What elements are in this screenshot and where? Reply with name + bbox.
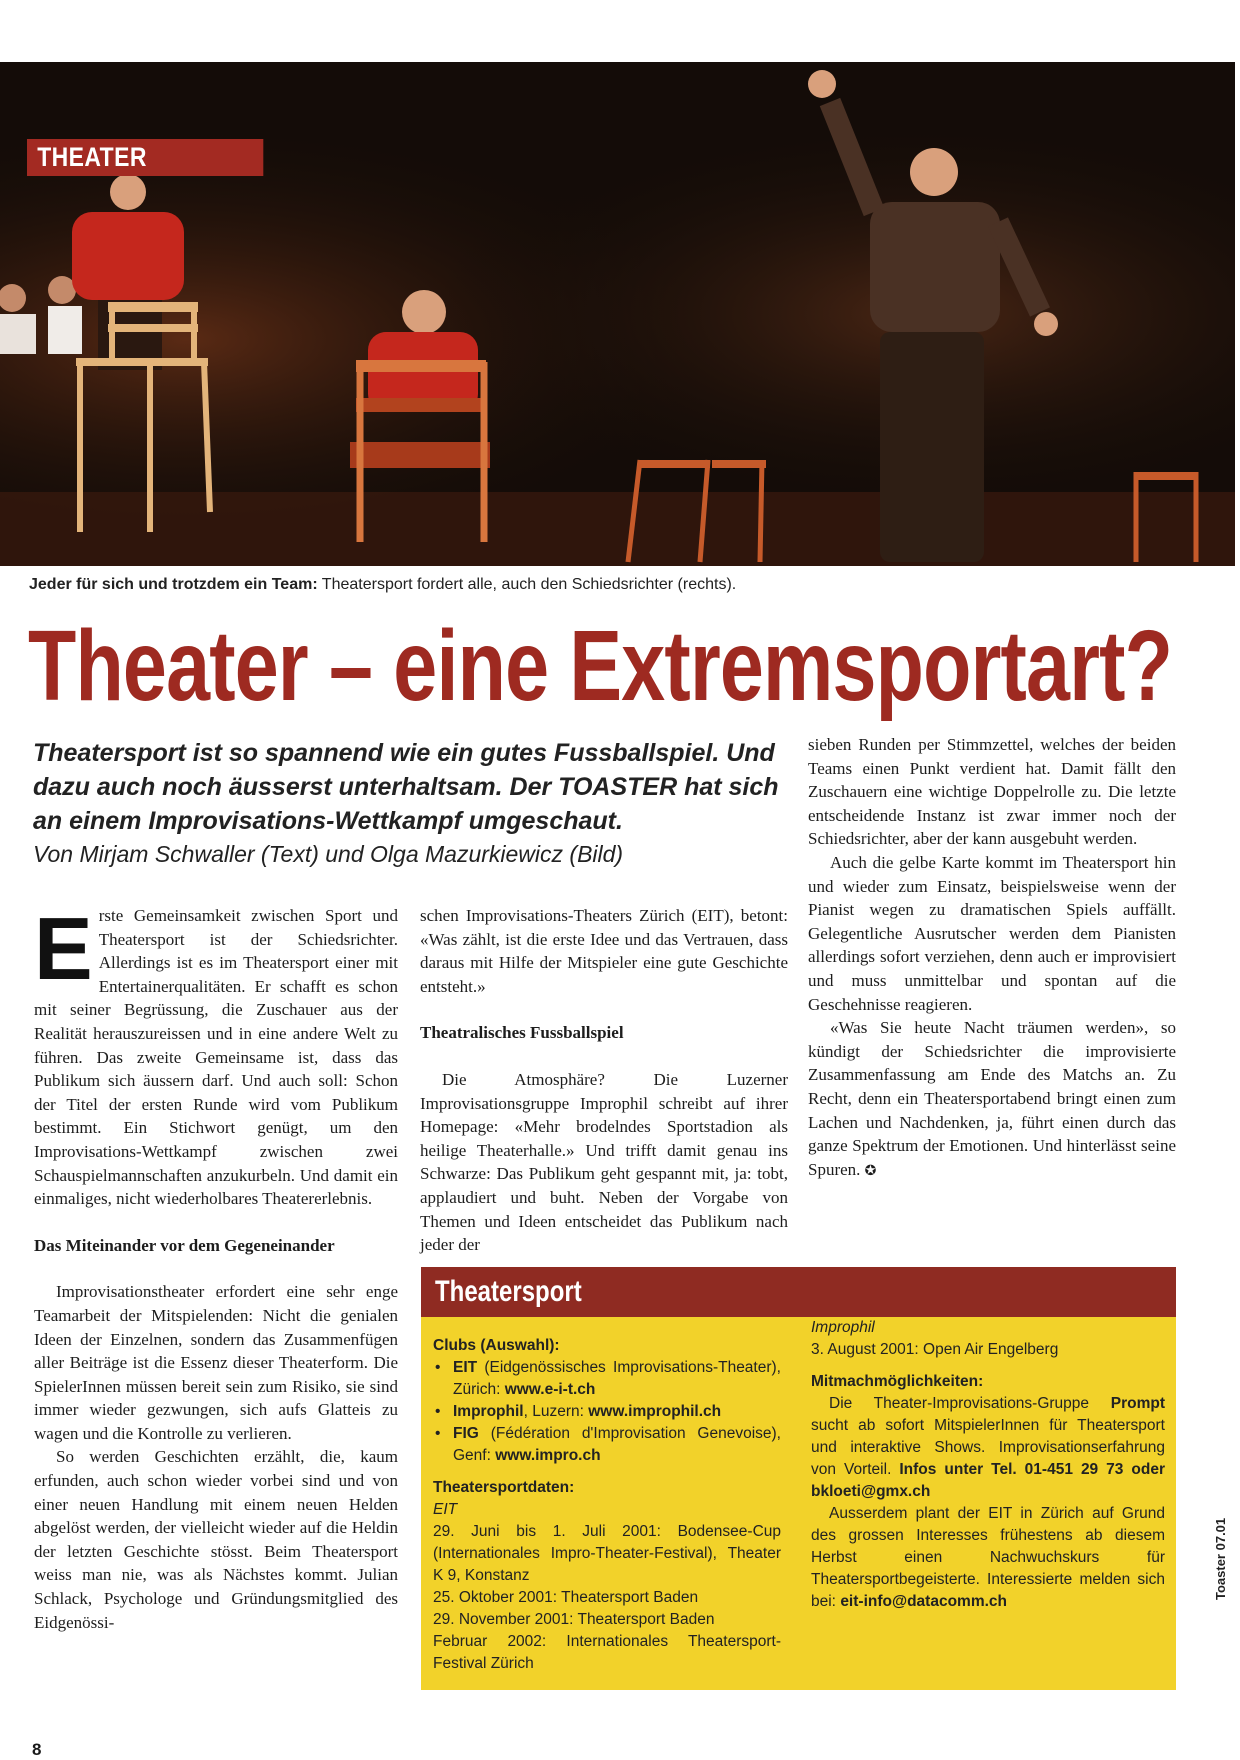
caption-text: Theatersport fordert alle, auch den Schiedsrichter (rechts). xyxy=(317,576,737,593)
section-tag: THEATER xyxy=(27,139,263,176)
paragraph: So werden Geschichten erzählt, die, kaum erfunden, auch schon wieder vorbei sind und von einer neuen Handlung mit einem neuen Helden abgelöst werden, der vielleicht wieder auf die Heldin der letzten Geschichte stösst. Beim Theatersport weiss man nie, was als Nächstes kommt. Julian Schlack, Psychologe und Gründungsmitglied des Eidgenössi- xyxy=(34,1447,398,1632)
text: Die Theater-Improvisations-Gruppe xyxy=(829,1395,1111,1412)
info-box xyxy=(421,1267,1176,1690)
improphil-label: Improphil xyxy=(811,1319,875,1336)
club-name: EIT xyxy=(453,1359,478,1376)
info-box-right-column xyxy=(811,1317,1165,1613)
club-link[interactable]: www.e-i-t.ch xyxy=(504,1381,596,1398)
date-entry: 29. Juni bis 1. Juli 2001: Bodensee-Cup (Internationales Impro-Theater-Festival), Theater K 9, Konstanz xyxy=(433,1523,781,1584)
paragraph: schen Improvisations-Theaters Zürich (EIT), betont: «Was zählt, ist die erste Idee und das Vertrauen, dass daraus mit Hilfe der Mitspieler eine gute Geschichte entsteht.» xyxy=(420,906,788,996)
paragraph: Auch die gelbe Karte kommt im Theatersport hin und wieder zum Einsatz, beispielsweise wenn der Pianist wegen zu dramatischen Spiels auffällt. Gelegentliche Ausrutscher werden dem Pianisten allerdings sofort verziehen, denn auch er improvisiert und muss unmittelbar und spontan auf die Geschehnisse reagieren. xyxy=(808,852,1176,1014)
info-box-title: Theatersport xyxy=(435,1275,582,1308)
club-desc: , Luzern: xyxy=(523,1403,589,1420)
date-entry: 29. November 2001: Theatersport Baden xyxy=(433,1611,715,1628)
list-item xyxy=(433,1401,781,1423)
dates-heading: Theatersportdaten: xyxy=(433,1479,575,1496)
club-name: FIG xyxy=(453,1425,479,1442)
headline: Theater – eine Extremsportart? xyxy=(28,610,1173,722)
text: sucht ab sofort MitspielerInnen für Theatersport und interaktive Shows. Improvisationserfahrung von Vorteil. xyxy=(811,1417,1165,1478)
subheading: Das Miteinander vor dem Gegeneinander xyxy=(34,1235,335,1255)
info-box-left-column xyxy=(433,1335,781,1675)
article-column-1 xyxy=(34,899,398,1634)
text: Ausserdem plant der EIT in Zürich auf Grund des grossen Interesses frühestens ab diesem Herbst einen Nachwuchskurs für Theatersportbegeisterte. Interessierte melden sich bei: xyxy=(811,1505,1165,1610)
end-mark-icon: ✪ xyxy=(864,1162,877,1179)
club-desc: (Fédération d'Improvisation Genevoise), Genf: xyxy=(453,1425,781,1464)
stage-photo xyxy=(0,62,1235,566)
clubs-heading: Clubs (Auswahl): xyxy=(433,1337,560,1354)
date-entry: 3. August 2001: Open Air Engelberg xyxy=(811,1341,1059,1358)
list-item xyxy=(433,1357,781,1401)
club-desc: (Eidgenössisches Improvisations-Theater), Zürich: xyxy=(453,1359,781,1398)
dropcap: E xyxy=(34,899,93,998)
page-number: 8 xyxy=(32,1740,42,1759)
paragraph: Die Atmosphäre? Die Luzerner Improvisationsgruppe Improphil schreibt auf ihrer Homepage: «Mehr brodelndes Sportstadion als heilige Theaterhalle.» Und trifft damit genau ins Schwarze: Das Publikum geht gespannt mit, ja: tobt, applaudiert und buht. Neben der Vorgabe von Themen und Ideen entscheidet das Publikum nach jeder der xyxy=(420,1069,788,1255)
group-name: Prompt xyxy=(1110,1395,1165,1412)
paragraph xyxy=(34,899,398,1211)
paragraph: sieben Runden per Stimmzettel, welches der beiden Teams einen Punkt verdient hat. Damit fällt den Zuschauern eine wichtige Doppelrolle zu. Die letzte entscheidende Instanz ist zwar immer noch der Schiedsrichter, aber der kann ausgebuht werden. xyxy=(808,735,1176,849)
mitmach-paragraph xyxy=(811,1393,1165,1503)
paragraph-text: rste Gemeinsamkeit zwischen Sport und Theatersport ist der Schiedsrichter. Allerdings ist es im Theatersport einer mit Entertainerqualitäten. Er schafft es schon mit seiner Begrüssung, die Zuschauer aus der Realität herauszureissen und in eine andere Welt zu führen. Das zweite Gemeinsame ist, dass das Publikum sich äussern darf. Und auch soll: Schon der Titel der ersten Runde wird vom Publikum bestimmt. Ein Stichwort genügt, um den Improvisations-Wettkampf zwischen zwei Schauspielmannschaften anzukurbeln. Und damit ein einmaliges, nicht wiederholbares Theatererlebnis. xyxy=(34,906,398,1209)
paragraph: Improvisationstheater erfordert eine sehr enge Teamarbeit der Mitspielenden: Nicht die genialen Ideen der Einzelnen, sondern das Zusammenfügen aller Beiträge ist die Essenz dieser Theaterform. Die SpielerInnen müssen bereit sein zum Risiko, sie sind immer wieder gezwungen, sich aufs Glatteis zu wagen und die Kontrolle zu verlieren. xyxy=(34,1282,398,1443)
subheading: Theatralisches Fussballspiel xyxy=(420,1023,624,1043)
article-column-3 xyxy=(808,733,1176,1183)
club-link[interactable]: www.impro.ch xyxy=(495,1447,601,1464)
email-link[interactable]: eit-info@datacomm.ch xyxy=(840,1593,1007,1610)
clubs-list xyxy=(433,1357,781,1467)
mitmach-heading: Mitmachmöglichkeiten: xyxy=(811,1373,984,1390)
paragraph xyxy=(808,1016,1176,1183)
bullet-icon: • xyxy=(435,1403,441,1420)
stage-photo-icon xyxy=(0,62,1235,566)
caption-bold: Jeder für sich und trotzdem ein Team: xyxy=(29,576,318,593)
byline: Von Mirjam Schwaller (Text) und Olga Mazurkiewicz (Bild) xyxy=(33,841,624,867)
photo-caption xyxy=(29,576,1209,594)
eit-label: EIT xyxy=(433,1501,458,1518)
contact-info[interactable]: Infos unter Tel. 01-451 29 73 oder bkloeti@gmx.ch xyxy=(811,1461,1165,1500)
date-entry: Februar 2002: Internationales Theatersport-Festival Zürich xyxy=(433,1633,781,1672)
info-box-header xyxy=(421,1267,1176,1317)
list-item xyxy=(433,1423,781,1467)
paragraph-text: «Was Sie heute Nacht träumen werden», so kündigt der Schiedsrichter die improvisierte Zusammenfassung am Ende des Matchs an. Zu Recht, denn ein Theatersportabend bringt einen zum Lachen und Nachdenken, ja, führt einen durch das ganze Spektrum der Emotionen. Und hinterlässt seine Spuren. xyxy=(808,1018,1176,1179)
article-column-2 xyxy=(420,904,788,1257)
issue-label: Toaster 07.01 xyxy=(1213,1517,1228,1600)
bullet-icon: • xyxy=(435,1425,441,1442)
club-name: Improphil xyxy=(453,1403,524,1420)
lead xyxy=(33,736,793,870)
mitmach-paragraph xyxy=(811,1503,1165,1613)
date-entry: 25. Oktober 2001: Theatersport Baden xyxy=(433,1589,699,1606)
club-link[interactable]: www.improphil.ch xyxy=(588,1403,722,1420)
bullet-icon: • xyxy=(435,1359,441,1376)
lead-text: Theatersport ist so spannend wie ein gutes Fussballspiel. Und dazu auch noch äusserst unterhaltsam. Der TOASTER hat sich an einem Improvisations-Wettkampf umgeschaut. xyxy=(33,739,779,835)
